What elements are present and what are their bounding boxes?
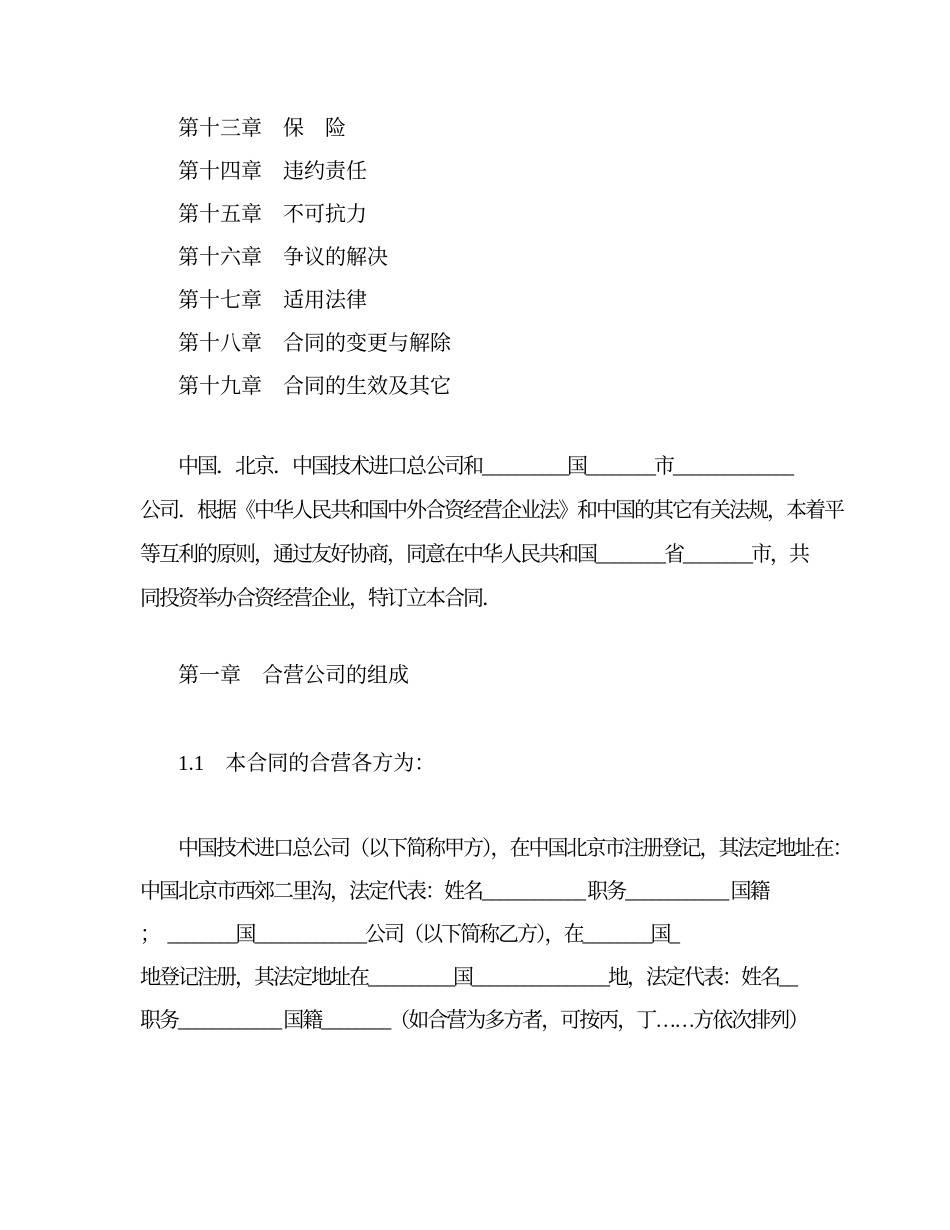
party-paragraph-line: 职务____________ 国籍________（如合营为多方者，可按丙，丁……方依次排列） [140, 1008, 808, 1032]
party-paragraph-line: 地登记注册，其法定地址在__________国________________地，法定代表：姓名__ [140, 965, 796, 989]
chapter-list-item: 第十五章 不可抗力 [178, 202, 367, 226]
party-paragraph [140, 827, 852, 1042]
chapter-list-item: 第十六章 争议的解决 [178, 245, 388, 269]
chapter-list-item: 第十七章 适用法律 [178, 288, 367, 312]
intro-paragraph [140, 444, 843, 620]
party-paragraph-line: 中国技术进口总公司（以下简称甲方），在中国北京市注册登记，其法定地址在： [178, 836, 852, 860]
chapter-list [178, 107, 451, 408]
party-paragraph-line: ； ________国_____________公司（以下简称乙方），在________国_ [140, 922, 678, 946]
clause-1-1: 1.1 本合同的合营各方为： [178, 751, 436, 775]
intro-paragraph-line: 公司．根据《中华人民共和国中外合资经营企业法》和中国的其它有关法规，本着平 [140, 498, 843, 522]
chapter-list-item: 第十九章 合同的生效及其它 [178, 374, 451, 398]
chapter-list-item: 第十三章 保 险 [178, 116, 346, 140]
chapter-list-item: 第十八章 合同的变更与解除 [178, 331, 451, 355]
intro-paragraph-line: 中国．北京．中国技术进口总公司和__________国________市______________ [178, 454, 792, 478]
intro-paragraph-line: 等互利的原则，通过友好协商，同意在中华人民共和国________省________市，共 [140, 542, 808, 566]
chapter1-heading: 第一章 合营公司的组成 [178, 663, 409, 687]
chapter-list-item: 第十四章 违约责任 [178, 159, 367, 183]
party-paragraph-line: 中国北京市西郊二里沟，法定代表：姓名____________ 职务____________ 国籍 [140, 879, 769, 903]
intro-paragraph-line: 同投资举办合资经营企业，特订立本合同． [140, 586, 501, 610]
